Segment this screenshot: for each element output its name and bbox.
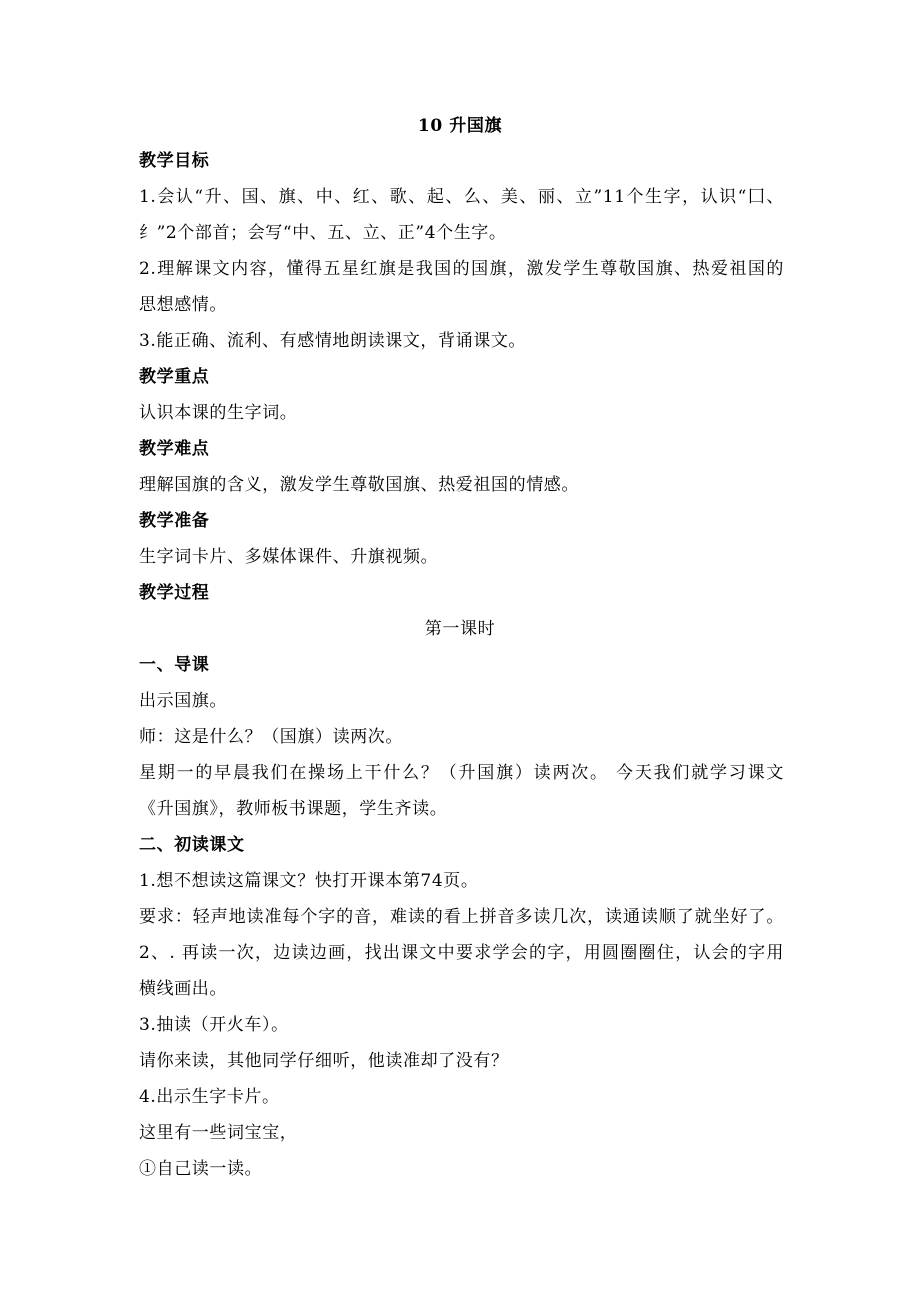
preparation-heading: 教学准备 <box>139 511 210 531</box>
difficulty-text: 理解国旗的含义，激发学生尊敬国旗、热爱祖国的情感。 <box>139 475 579 495</box>
part-1-line-4: 《升国旗》，教师板书课题，学生齐读。 <box>139 799 448 819</box>
lesson-label: 第一课时 <box>424 619 496 639</box>
preparation-text: 生字词卡片、多媒体课件、升旗视频。 <box>139 547 439 567</box>
part-2-line-5: 3.抽读（开火车）。 <box>139 1015 289 1035</box>
part-2-line-8: 这里有一些词宝宝， <box>139 1123 298 1143</box>
goal-2-line-1: 2.理解课文内容，懂得五星红旗是我国的国旗，激发学生尊敬国旗、热爱祖国的 <box>139 259 784 279</box>
part-2-line-1: 1.想不想读这篇课文？快打开课本第74页。 <box>139 871 479 891</box>
document-title: 10 升国旗 <box>417 116 503 136</box>
goal-2-line-2: 思想感情。 <box>139 295 227 315</box>
part-2-line-3: 2、. 再读一次，边读边画，找出课文中要求学会的字，用圆圈圈住，认会的字用 <box>139 943 784 963</box>
part-1-line-3: 星期一的早晨我们在操场上干什么？（升国旗）读两次。 今天我们就学习课文 <box>139 763 784 783</box>
key-points-heading: 教学重点 <box>139 367 210 387</box>
key-points-text: 认识本课的生字词。 <box>139 403 298 423</box>
goal-1-line-2: 纟”2个部首；会写“中、五、立、正”4个生字。 <box>139 223 507 243</box>
part-1-line-1: 出示国旗。 <box>139 691 227 711</box>
part-2-heading: 二、初读课文 <box>139 835 245 855</box>
part-2-line-7: 4.出示生字卡片。 <box>139 1087 280 1107</box>
goal-3: 3.能正确、流利、有感情地朗读课文，背诵课文。 <box>139 331 527 351</box>
part-2-line-2: 要求：轻声地读准每个字的音，难读的看上拼音多读几次，读通读顺了就坐好了。 <box>139 907 784 927</box>
goal-1-line-1: 1.会认“升、国、旗、中、红、歌、起、么、美、丽、立”11个生字，认识“囗、 <box>139 187 784 207</box>
part-2-line-4: 横线画出。 <box>139 979 227 999</box>
process-heading: 教学过程 <box>139 583 210 603</box>
difficulty-heading: 教学难点 <box>139 439 210 459</box>
part-2-line-9: ①自己读一读。 <box>139 1159 263 1179</box>
part-1-line-2: 师：这是什么？（国旗）读两次。 <box>139 727 403 747</box>
part-1-heading: 一、导课 <box>139 655 210 675</box>
part-2-line-6: 请你来读，其他同学仔细听，他读准却了没有？ <box>139 1051 509 1071</box>
goals-heading: 教学目标 <box>139 151 210 171</box>
